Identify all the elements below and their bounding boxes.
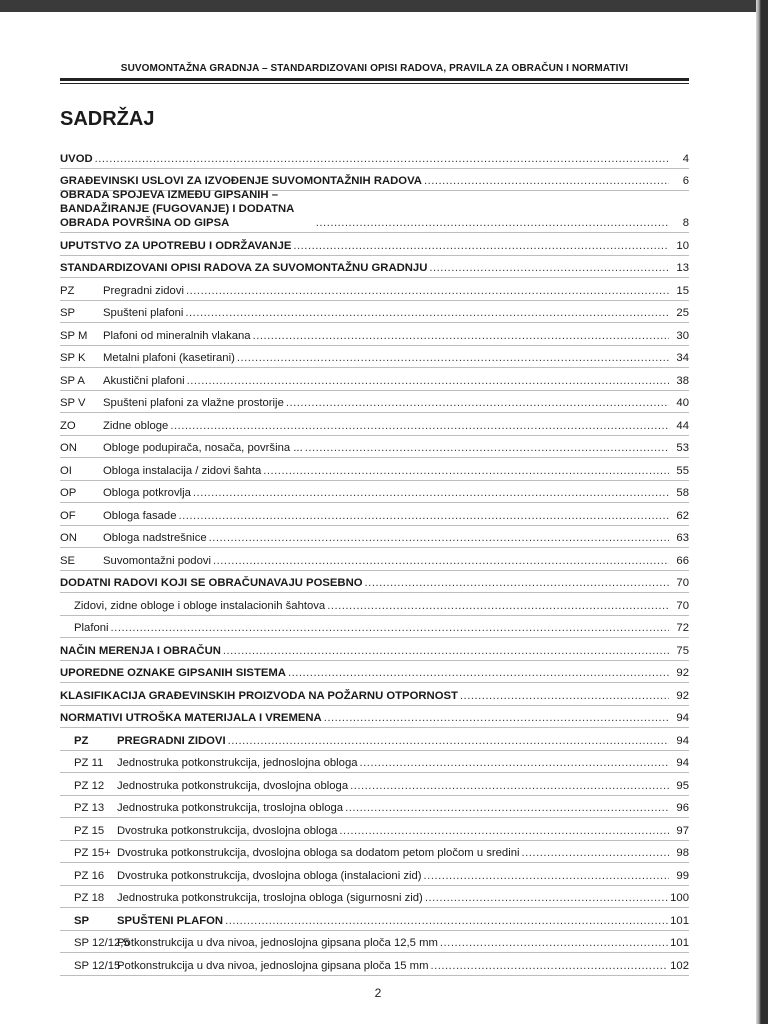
toc-entry-page: 6 — [682, 175, 689, 187]
toc-entry-code: OP — [60, 487, 77, 499]
running-header-text: SUVOMONTAŽNA GRADNJA – STANDARDIZOVANI OPISI RADOVA, PRAVILA ZA OBRAČUN I NORMATIVI — [120, 63, 629, 74]
toc-entry — [60, 751, 689, 774]
toc-entry-label — [60, 756, 358, 770]
toc-entry-title: Obloga nadstrešnice — [103, 532, 207, 544]
toc-dot-leader — [187, 374, 669, 388]
toc-dot-leader — [460, 689, 669, 703]
toc-entry-label — [60, 711, 322, 725]
toc-entry-page: 58 — [676, 487, 689, 499]
toc-entry-code: OF — [60, 509, 76, 522]
toc-entry-label — [60, 374, 185, 388]
toc-entry-label — [60, 284, 184, 298]
toc-entry-page: 44 — [676, 419, 689, 432]
toc-entry — [60, 638, 689, 661]
toc-entry-code: OI — [60, 464, 72, 477]
toc-entry — [60, 616, 689, 639]
toc-entry-label — [60, 824, 337, 838]
toc-entry-page: 96 — [676, 802, 689, 814]
toc-dot-leader — [440, 936, 668, 950]
toc-entry-title: Dvostruka potkonstrukcija, dvoslojna obloga (instalacioni zid) — [117, 869, 422, 882]
header-rule-thin — [60, 83, 689, 84]
toc-entry-label — [60, 959, 428, 973]
toc-entry-page: 4 — [682, 152, 689, 165]
scan-border-top — [0, 0, 768, 12]
toc-dot-leader — [288, 666, 669, 680]
toc-entry — [60, 953, 689, 976]
toc-entry-code: SP — [74, 914, 90, 927]
toc-entry-page: 75 — [676, 644, 689, 657]
toc-dot-leader — [429, 261, 669, 275]
toc-entry-code: ON — [60, 442, 77, 454]
toc-entry-title: Suvomontažni podovi — [103, 554, 212, 567]
toc-entry-code: SP 12/12,5 — [74, 937, 130, 949]
toc-dot-leader — [430, 959, 668, 973]
toc-entry-title: OBRADA SPOJEVA IZMEĐU GIPSANIH – BANDAŽIRANJE (FUGOVANJE) I DODATNA OBRADA POVRŠINA OD GIPSA — [60, 189, 294, 229]
toc-entry — [60, 256, 689, 279]
toc-entry-title: DODATNI RADOVI KOJI SE OBRAČUNAVAJU POSEBNO — [60, 577, 363, 589]
toc-entry-title: Pregradni zidovi — [103, 284, 185, 297]
toc-entry-page: 66 — [676, 554, 689, 567]
toc-dot-leader — [424, 869, 669, 883]
toc-entry — [60, 278, 689, 301]
toc-entry-title: UPOREDNE OZNAKE GIPSANIH SISTEMA — [60, 667, 286, 679]
toc-dot-leader — [223, 644, 669, 658]
toc-entry-label — [60, 689, 458, 703]
toc-entry-label — [60, 329, 251, 343]
toc-entry-title: PREGRADNI ZIDOVI — [117, 734, 226, 747]
toc-entry — [60, 458, 689, 481]
toc-entry — [60, 191, 689, 233]
toc-entry-label — [60, 396, 284, 410]
toc-entry-label — [60, 666, 286, 680]
toc-entry-page: 97 — [676, 824, 689, 837]
toc-entry-title: Spušteni plafoni — [103, 307, 184, 319]
toc-entry-page: 101 — [670, 937, 689, 949]
toc-entry — [60, 301, 689, 324]
toc-entry-title: Jednostruka potkonstrukcija, dvoslojna obloga — [117, 779, 349, 792]
toc-entry-code: SE — [60, 554, 76, 567]
toc-entry-title: Potkonstrukcija u dva nivoa, jednoslojna gipsana ploča 15 mm — [117, 959, 429, 972]
toc-entry-page: 92 — [676, 667, 689, 679]
toc-entry-title: KLASIFIKACIJA GRAĐEVINSKIH PROIZVODA NA POŽARNU OTPORNOST — [60, 689, 458, 702]
toc-dot-leader — [213, 554, 669, 568]
toc-entry — [60, 841, 689, 864]
toc-entry-page: 15 — [676, 284, 689, 297]
toc-entry — [60, 571, 689, 594]
toc-entry-label — [60, 869, 422, 883]
toc-entry-label — [60, 734, 226, 748]
toc-entry-page: 63 — [676, 532, 689, 544]
page-number: 2 — [374, 986, 382, 1000]
toc-entry-code: PZ 15+ — [74, 847, 111, 859]
toc-dot-leader — [185, 306, 669, 320]
toc-entry — [60, 391, 689, 414]
toc-entry — [60, 886, 689, 909]
toc-dot-leader — [339, 824, 669, 838]
toc-entry-code: ZO — [60, 419, 76, 432]
toc-entry-label — [60, 261, 427, 275]
toc-entry-code: SP A — [60, 374, 85, 387]
toc-entry-label — [60, 846, 520, 860]
toc-dot-leader — [286, 396, 669, 410]
toc-entry-label — [60, 779, 348, 793]
toc-entry-label — [60, 509, 177, 523]
toc-entry-label — [60, 239, 291, 253]
toc-entry-title: Obloge podupirača, nosača, površina ... — [103, 442, 303, 454]
toc-entry — [60, 503, 689, 526]
toc-dot-leader — [179, 509, 670, 523]
toc-entry-page: 10 — [676, 239, 689, 252]
toc-dot-leader — [253, 329, 669, 343]
toc-entry-page: 92 — [676, 689, 689, 702]
toc-entry-title: Obloga instalacija / zidovi šahta — [103, 464, 262, 477]
toc-entry-title: Zidovi, zidne obloge i obloge instalacionih šahtova — [74, 599, 326, 612]
toc-entry-title: Dvostruka potkonstrukcija, dvoslojna obloga sa dodatom petom pločom u sredini — [117, 847, 520, 859]
toc-entry-title: STANDARDIZOVANI OPISI RADOVA ZA SUVOMONTAŽNU GRADNJU — [60, 262, 428, 274]
toc-entry-label — [60, 644, 221, 658]
toc-entry-title: Jednostruka potkonstrukcija, jednoslojna obloga — [117, 757, 358, 769]
toc-entry-page: 95 — [676, 779, 689, 792]
toc-entry-title: GRAĐEVINSKI USLOVI ZA IZVOĐENJE SUVOMONTAŽNIH RADOVA — [60, 175, 422, 187]
toc-dot-leader — [365, 576, 669, 590]
toc-entry-page: 40 — [676, 397, 689, 409]
toc-entry-title: Plafoni od mineralnih vlakana — [103, 329, 251, 342]
toc-entry-title: Metalni plafoni (kasetirani) — [103, 352, 235, 364]
toc-entry — [60, 323, 689, 346]
toc-dot-leader — [293, 239, 669, 253]
toc-dot-leader — [186, 284, 669, 298]
toc-entry-page: 94 — [676, 734, 689, 747]
toc-entry-code: PZ 16 — [74, 869, 105, 882]
toc-entry-code: PZ 12 — [74, 779, 105, 792]
toc-entry-page: 62 — [676, 509, 689, 522]
toc-dot-leader — [345, 801, 669, 815]
toc-entry-label — [60, 441, 303, 455]
header-rule — [60, 78, 689, 81]
toc-entry-label — [60, 801, 343, 815]
toc-dot-leader — [228, 734, 669, 748]
toc-dot-leader — [327, 599, 669, 613]
toc-entry-label — [60, 174, 422, 188]
toc-dot-leader — [263, 464, 669, 478]
toc-entry-title: SPUŠTENI PLAFON — [117, 914, 224, 927]
toc-entry — [60, 346, 689, 369]
toc-entry — [60, 773, 689, 796]
toc-entry-page: 94 — [676, 712, 689, 724]
toc-entry-code: SP V — [60, 397, 86, 409]
toc-dot-leader — [316, 216, 669, 230]
toc-entry — [60, 548, 689, 571]
toc-entry-title: UVOD — [60, 152, 93, 165]
page-title: SADRŽAJ — [60, 108, 155, 130]
toc-dot-leader — [111, 621, 669, 635]
toc-entry-code: SP — [60, 307, 76, 319]
toc-entry-title: Jednostruka potkonstrukcija, troslojna obloga — [117, 802, 344, 814]
toc-entry-page: 94 — [676, 757, 689, 769]
toc-entry — [60, 413, 689, 436]
toc-entry — [60, 683, 689, 706]
toc-entry-page: 25 — [676, 307, 689, 319]
toc-entry-label — [60, 419, 168, 433]
toc-entry-label — [60, 576, 363, 590]
toc-entry-code: PZ — [74, 734, 89, 747]
toc-entry-page: 53 — [676, 442, 689, 454]
toc-entry — [60, 593, 689, 616]
toc-entry-label — [60, 891, 423, 905]
toc-entry-page: 34 — [676, 352, 689, 364]
toc-entry-label — [60, 554, 211, 568]
toc-entry-title: UPUTSTVO ZA UPOTREBU I ODRŽAVANJE — [60, 239, 292, 252]
toc-entry — [60, 706, 689, 729]
toc-entry-page: 38 — [676, 374, 689, 387]
toc-entry-label — [60, 306, 183, 320]
toc-dot-leader — [237, 351, 669, 365]
toc-entry-label — [60, 621, 109, 635]
toc-entry — [60, 233, 689, 256]
toc-dot-leader — [95, 152, 669, 166]
toc-entry-title: Akustični plafoni — [103, 374, 185, 387]
toc-entry-page: 102 — [670, 959, 689, 972]
toc-entry — [60, 436, 689, 459]
toc-dot-leader — [350, 779, 669, 793]
toc-dot-leader — [324, 711, 669, 725]
toc-entry-title: Obloga fasade — [103, 509, 177, 522]
toc-entry — [60, 931, 689, 954]
toc-entry-code: SP K — [60, 352, 86, 364]
toc-entry-code: PZ 11 — [74, 757, 104, 769]
toc-entry — [60, 818, 689, 841]
toc-entry-page: 99 — [676, 869, 689, 882]
toc-entry — [60, 481, 689, 504]
toc-entry — [60, 728, 689, 751]
toc-entry — [60, 368, 689, 391]
toc-entry-title: NORMATIVI UTROŠKA MATERIJALA I VREMENA — [60, 712, 322, 724]
toc-entry-page: 30 — [676, 329, 689, 342]
toc-dot-leader — [522, 846, 669, 860]
toc-entry-page: 55 — [676, 464, 689, 477]
toc-entry — [60, 908, 689, 931]
toc-entry-title: Spušteni plafoni za vlažne prostorije — [103, 397, 284, 409]
toc-dot-leader — [193, 486, 669, 500]
toc-entry-title: Plafoni — [74, 622, 109, 634]
toc-entry-code: SP 12/15 — [74, 959, 121, 972]
toc-entry-code: SP M — [60, 329, 88, 342]
toc-dot-leader — [360, 756, 669, 770]
toc-entry-label — [60, 188, 314, 230]
toc-entry-code: PZ 18 — [74, 892, 105, 904]
toc-dot-leader — [225, 914, 668, 928]
toc-entry-code: ON — [60, 532, 77, 544]
toc-dot-leader — [305, 441, 669, 455]
toc-entry-title: Zidne obloge — [103, 419, 169, 432]
table-of-contents — [60, 146, 689, 976]
toc-entry — [60, 146, 689, 169]
toc-dot-leader — [424, 174, 669, 188]
toc-entry-code: PZ 15 — [74, 824, 105, 837]
toc-entry-page: 8 — [682, 217, 689, 229]
toc-entry — [60, 661, 689, 684]
toc-entry-label — [60, 914, 223, 928]
toc-entry-label — [60, 152, 93, 166]
toc-entry-page: 72 — [676, 622, 689, 634]
toc-entry-page: 70 — [676, 599, 689, 612]
scan-border-right — [756, 0, 768, 1024]
toc-dot-leader — [209, 531, 669, 545]
toc-dot-leader — [425, 891, 668, 905]
toc-entry-page: 100 — [670, 892, 689, 904]
toc-entry-label — [60, 486, 191, 500]
toc-entry-label — [60, 936, 438, 950]
running-header — [60, 62, 689, 84]
toc-entry-label — [60, 351, 235, 365]
toc-entry-label — [60, 464, 261, 478]
toc-entry-code: PZ — [60, 284, 75, 297]
toc-entry-page: 13 — [676, 262, 689, 274]
toc-entry-page: 101 — [670, 914, 689, 927]
toc-dot-leader — [170, 419, 669, 433]
toc-entry — [60, 796, 689, 819]
toc-entry-code: PZ 13 — [74, 802, 105, 814]
toc-entry-title: NAČIN MERENJA I OBRAČUN — [60, 644, 221, 657]
toc-entry — [60, 863, 689, 886]
toc-entry-title: Potkonstrukcija u dva nivoa, jednoslojna gipsana ploča 12,5 mm — [117, 937, 438, 949]
toc-entry-label — [60, 531, 207, 545]
toc-entry-title: Obloga potkrovlja — [103, 487, 191, 499]
toc-entry-title: Jednostruka potkonstrukcija, troslojna obloga (sigurnosni zid) — [117, 892, 423, 904]
toc-entry-page: 70 — [676, 577, 689, 589]
toc-entry-page: 98 — [676, 847, 689, 859]
toc-entry — [60, 526, 689, 549]
toc-entry-title: Dvostruka potkonstrukcija, dvoslojna obloga — [117, 824, 338, 837]
toc-entry-label — [60, 599, 325, 613]
